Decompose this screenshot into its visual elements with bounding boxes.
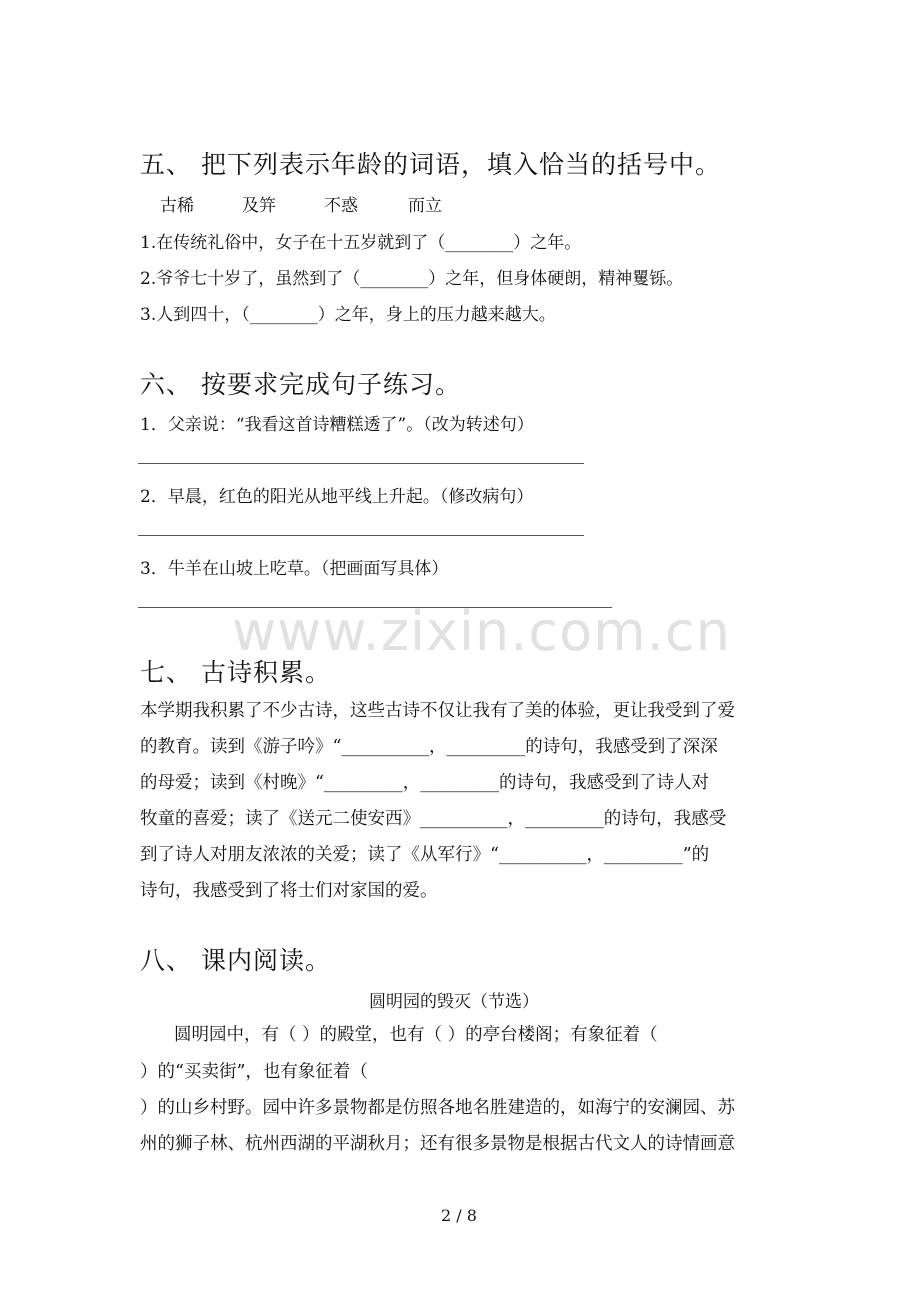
reading-title: 圆明园的毁灭（节选）	[369, 992, 539, 1012]
paragraph-line: 到了诗人对朋友浓浓的关爱；读了《从军行》“__________，_________”的	[140, 845, 710, 865]
reading-line: 圆明园中，有（ ）的殿堂，也有（ ）的亭台楼阁；有象征着（	[174, 1025, 658, 1045]
page-number: 2 / 8	[441, 1206, 477, 1225]
question-item: 3．牛羊在山坡上吃草。（把画面写具体）	[140, 559, 449, 579]
answer-line	[138, 463, 584, 464]
section-5-heading: 五、 把下列表示年龄的词语，填入恰当的括号中。	[140, 150, 721, 179]
question-item: 2.爷爷七十岁了，虽然到了（________）之年，但身体硬朗，精神矍铄。	[140, 269, 684, 289]
paragraph-line: 的教育。读到《游子吟》“__________，_________的诗句，我感受到了深深	[140, 737, 718, 757]
question-item: 1.在传统礼俗中，女子在十五岁就到了（________）之年。	[140, 233, 582, 253]
paragraph-line: 本学期我积累了不少古诗，这些古诗不仅让我有了美的体验，更让我受到了爱	[140, 701, 735, 721]
question-item: 1．父亲说：“我看这首诗糟糕透了”。（改为转述句）	[140, 415, 534, 435]
section-8-heading: 八、 课内阅读。	[140, 946, 331, 975]
watermark: www.zixin.com.cn	[232, 600, 731, 663]
answer-line	[138, 535, 584, 536]
question-item: 3.人到四十，（________）之年，身上的压力越来越大。	[140, 305, 556, 325]
reading-line: ）的“买卖街”，也有象征着（	[140, 1062, 368, 1082]
word-option: 不惑	[324, 196, 358, 216]
reading-line: 州的狮子林、杭州西湖的平湖秋月；还有很多景物是根据古代文人的诗情画意	[140, 1134, 735, 1154]
paragraph-line: 的母爱；读到《村晚》“_________，_________的诗句，我感受到了诗人对	[140, 773, 709, 793]
section-7-heading: 七、 古诗积累。	[140, 658, 331, 687]
section-6-heading: 六、 按要求完成句子练习。	[140, 370, 461, 399]
reading-line: ）的山乡村野。园中许多景物都是仿照各地名胜建造的，如海宁的安澜园、苏	[140, 1098, 735, 1118]
question-item: 2．早晨，红色的阳光从地平线上升起。（修改病句）	[140, 487, 534, 507]
word-option: 及笄	[242, 196, 276, 216]
paragraph-line: 牧童的喜爱；读了《送元二使安西》__________，_________的诗句，我感受	[140, 809, 727, 829]
word-option: 而立	[408, 196, 442, 216]
word-option: 古稀	[160, 196, 194, 216]
paragraph-line: 诗句，我感受到了将士们对家国的爱。	[140, 881, 438, 901]
